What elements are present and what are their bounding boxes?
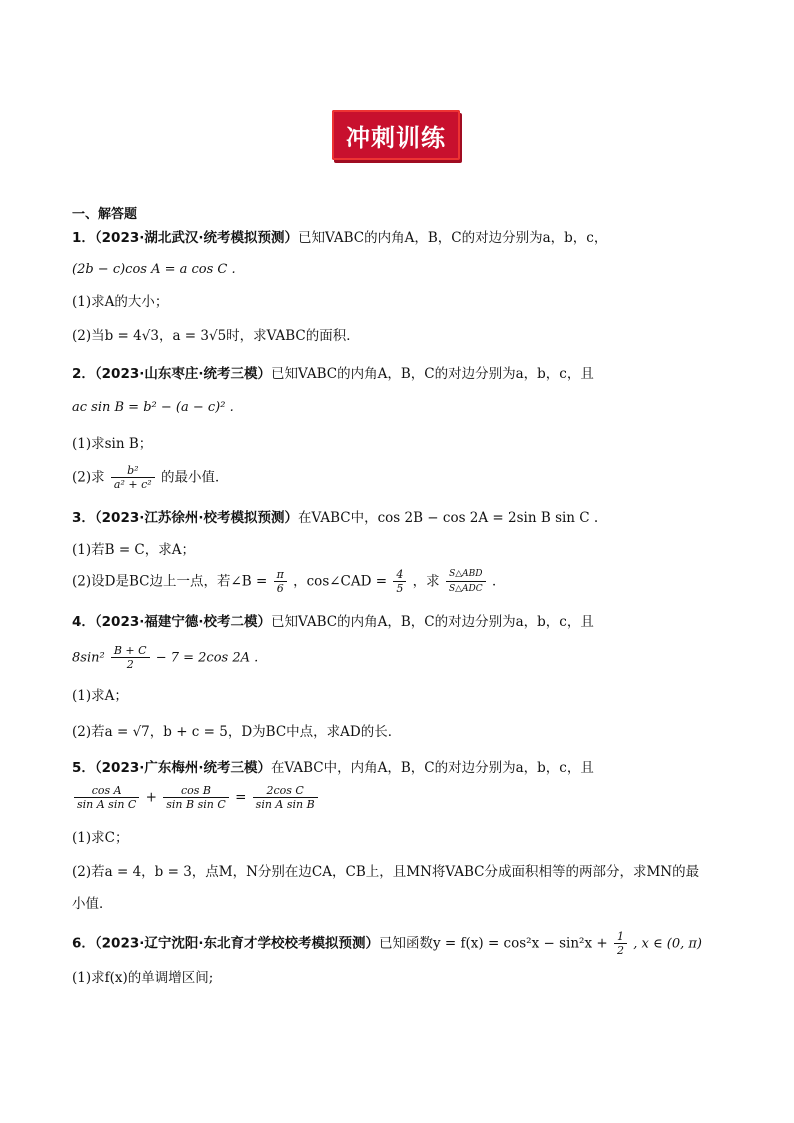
problem-5-condition: $\frac{\text{cos A}}{\text{sin A sin C}}$ + $\frac{\text{cos B}}{\text{sin B sin C}}$ = $\frac{\text{2cos C}}{\text{sin A sin B}}$: [72, 784, 320, 812]
problem-4-part-1: (1)求A；: [72, 688, 128, 704]
problem-3-stem: 3．（2023·江苏徐州·校考模拟预测）在VABC中，cos 2B − cos 2A = 2sin B sin C .: [72, 510, 599, 526]
banner: [332, 110, 460, 160]
problem-4-condition: 8sin² $\frac{B + C}{2}$ − 7 = 2cos 2A .: [72, 644, 259, 671]
problem-1-condition: (2b − c)cos A = a cos C .: [72, 262, 236, 277]
problem-1-part-1: (1)求A的大小；: [72, 294, 169, 310]
problem-2-condition: ac sin B = b² − (a − c)² .: [72, 400, 234, 415]
problem-2-part-2: (2)求 $\frac{\text{b²}}{\text{a² + c²}}$ 的最小值．: [72, 464, 229, 491]
problem-6-stem: 6．（2023·辽宁沈阳·东北育才学校校考模拟预测）已知函数y = f(x) = cos²x − sin²x + $\frac{1}{2}$ , x ∈ (0, π): [72, 930, 702, 957]
fraction: $\frac{B + C}{2}$: [111, 644, 150, 672]
fraction: $\frac{\text{S△ABD}}{\text{S△ADC}}$: [446, 568, 486, 596]
fraction: $\frac{1}{2}$: [614, 930, 627, 958]
problem-5-stem: 5．（2023·广东梅州·统考三模）在VABC中，内角A，B，C的对边分别为a，b，c，且: [72, 760, 594, 776]
problem-3-part-1: (1)若B = C，求A；: [72, 542, 196, 558]
problem-4-part-2: (2)若a = √7，b + c = 5，D为BC中点，求AD的长．: [72, 724, 402, 740]
fraction: $\frac{\text{b²}}{\text{a² + c²}}$: [111, 464, 155, 492]
problem-2-stem: 2．（2023·山东枣庄·统考三模）已知VABC的内角A，B，C的对边分别为a，b，c，且: [72, 366, 594, 382]
problem-2-part-1: (1)求sin B；: [72, 436, 153, 452]
problem-5-part-2-cont: 小值．: [72, 896, 113, 912]
fraction: $\frac{\pi}{6}$: [274, 568, 287, 596]
problem-1-stem: 1．（2023·湖北武汉·统考模拟预测）已知VABC的内角A，B，C的对边分别为a，b，c，: [72, 230, 608, 246]
fraction: $\frac{\text{2cos C}}{\text{sin A sin B}}$: [253, 784, 318, 812]
banner-title: 冲刺训练: [332, 110, 460, 160]
fraction: $\frac{\text{cos A}}{\text{sin A sin C}}$: [74, 784, 139, 812]
problem-6-part-1: (1)求f(x)的单调增区间;: [72, 970, 214, 986]
problem-3-part-2: (2)设D是BC边上一点，若∠B = $\frac{\pi}{6}$ ，cos∠CAD = $\frac{4}{5}$ ，求 $\frac{\text{S△ABD}}{\text{S△ADC}}$ ．: [72, 568, 506, 595]
section-heading: 一、解答题: [72, 207, 138, 222]
problem-4-stem: 4．（2023·福建宁德·校考二模）已知VABC的内角A，B，C的对边分别为a，b，c，且: [72, 614, 594, 630]
problem-5-part-1: (1)求C；: [72, 830, 129, 846]
problem-1-part-2: (2)当b = 4√3，a = 3√5时，求VABC的面积．: [72, 328, 360, 344]
fraction: $\frac{\text{cos B}}{\text{sin B sin C}}$: [163, 784, 229, 812]
problem-5-part-2: (2)若a = 4，b = 3，点M，N分别在边CA，CB上，且MN将VABC分成面积相等的两部分，求MN的最: [72, 864, 700, 880]
fraction: $\frac{4}{5}$: [393, 568, 406, 596]
